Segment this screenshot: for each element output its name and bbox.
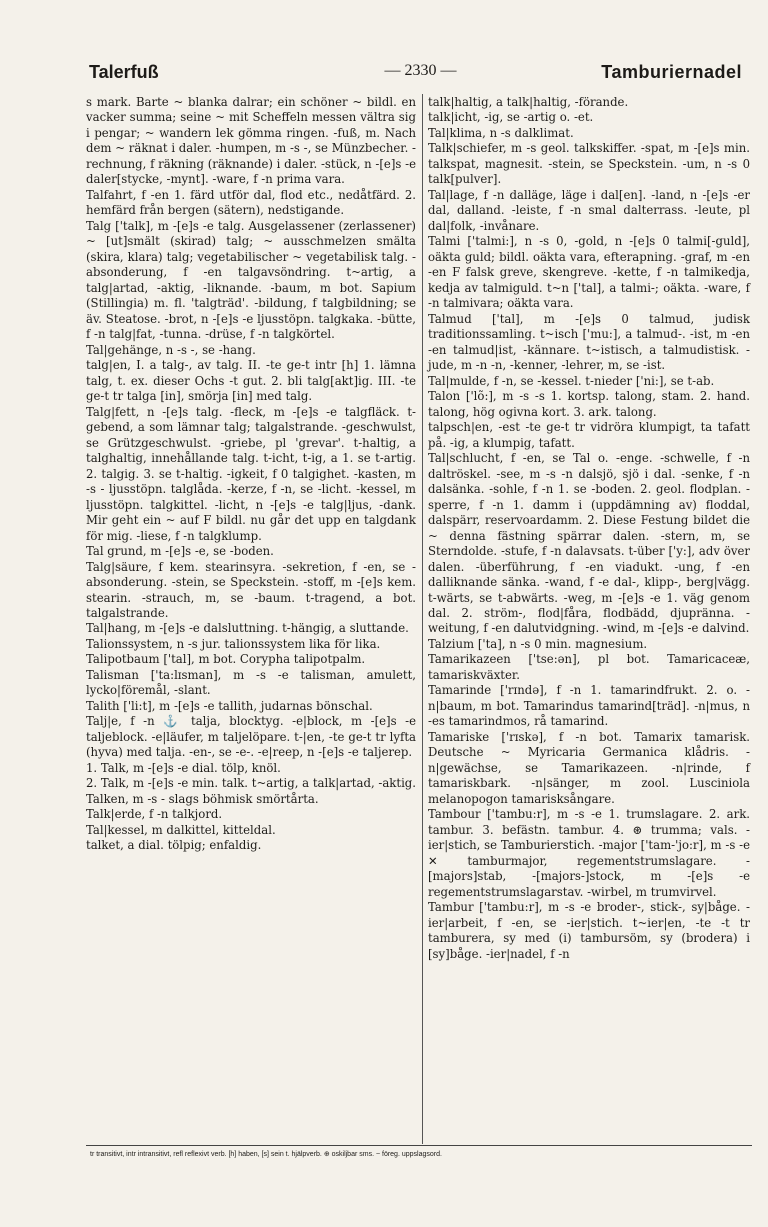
page-number: — 2330 —	[384, 62, 457, 79]
entry: talg|en, I. a talg-, av talg. II. -te ge-t intr [h] 1. lämna talg, t. ex. dieser Ochs -t gut. 2. bli talg[akt]ig. III. -te ge-t tr talga [in], smörja [in] med talg.	[86, 358, 416, 404]
abbreviation-footer: tr transitivt, intr intransitivt, refl reflexivt verb. [h] haben, [s] sein t. hjälpverb. ⊕ oskiljbar sms. ~ föreg. uppslagsord.	[90, 1151, 442, 1158]
entry: Talith ['li:t], m -[e]s -e tallith, judarnas bönschal.	[86, 698, 373, 713]
entry: Tambur ['tambu:r], m -s -e broder-, stick-, sy|båge. -ier|arbeit, f -en, se -ier|stich. t~ier|en, -te -t tr tamburera, sy med (i) tambursöm, sy (brodera) i [sy]båge. -ier|nadel, f -n	[428, 900, 750, 961]
header-right-guideword: Tamburiernadel	[601, 62, 742, 82]
entry: Talionssystem, n -s jur. talionssystem lika för lika.	[86, 636, 381, 651]
entry: Talg ['talk], m -[e]s -e talg. Ausgelassener (zerlassener) ~ [ut]smält (skirad) talg; ~ ausschmelzen smälta (skira, klara) talg; vegetabilischer ~ vegetabilisk talg. -absonderung, f -en talgavsöndring. t~artig, a talg|artad, -aktig, -liknande. -baum, m bot. Sapium (Stillingia) m. fl. 'talgträd'. -bildung, f talgbildning; se äv. Steatose. -brot, n -[e]s -e ljusstöpn. talgkaka. -bütte, f -n talg|fat, -tunna. -drüse, f -n talgkörtel.	[86, 218, 416, 342]
left-column	[86, 95, 416, 854]
entry: Tamarinde ['rɪndə], f -n 1. tamarindfrukt. 2. o. -n|baum, m bot. Tamarindus tamarind[träd]. -n|mus, n -es tamarindmos, rå tamarind.	[428, 683, 750, 729]
page-header	[89, 62, 752, 86]
entry: Tal|klima, n -s dalklimat.	[428, 125, 574, 140]
right-column	[428, 95, 750, 962]
entry: Talmi ['talmi:], n -s 0, -gold, n -[e]s 0 talmi[-guld], oäkta guld; bildl. oäkta vara, efterapning. -graf, m -en -en F falsk greve, skengreve. -kette, f -n talmikedja, kedja av talmiguld. t~n ['tal], a talmi-; oäkta. -ware, f -n talmivara; oäkta vara.	[428, 234, 750, 311]
entry: Talzium ['ta], n -s 0 min. magnesium.	[428, 636, 648, 651]
entry: Talipotbaum ['tal], m bot. Corypha talipotpalm.	[86, 652, 366, 667]
entry: Tal|schlucht, f -en, se Tal o. -enge. -schwelle, f -n daltröskel. -see, m -s -n dalsjö, sjö i dal. -senke, f -n dalsänka. -sohle, f -n 1. se -boden. 2. geol. flodplan. -sperre, f -n 1. damm i (uppdämning av) floddal, dalspärr, reservoardamm. 2. Diese Festung bildet die ~ denna fästning spärrar dalen. -stern, m, se Sterndolde. -stufe, f -n dalavsats. t-über ['y:], adv över dalen. -überführung, f -en viadukt. -ung, f -en dalliknande sänka. -wand, f -e dal-, klipp-, berg|vägg. t-wärts, se t-abwärts. -weg, m -[e]s -e 1. väg genom dal. 2. ström-, flod|fåra, flodbädd, djupränna. -weitung, f -en dalutvidgning. -wind, m -[e]s -e dalvind.	[428, 451, 750, 636]
column-divider	[422, 94, 423, 1144]
entry: Talon ['lõ:], m -s -s 1. kortsp. talong, stam. 2. hand. talong, hög ogivna kort. 3. ark. talong.	[428, 389, 750, 419]
entry: Talfahrt, f -en 1. färd utför dal, flod etc., nedåtfärd. 2. hemfärd från bergen (sätern), nedstigande.	[86, 187, 416, 218]
entry: Tal|hang, m -[e]s -e dalsluttning. t-hängig, a sluttande.	[86, 621, 409, 636]
entry: Talg|säure, f kem. stearinsyra. -sekretion, f -en, se -absonderung. -stein, se Speckstein. -stoff, m -[e]s kem. stearin. -strauch, m, se -baum. t-tragend, a bot. talgalstrande.	[86, 559, 416, 620]
entry: Talj|e, f -n ⚓ talja, blocktyg. -e|block, m -[e]s -e taljeblock. -e|läufer, m taljelöpare. t-|en, -te ge-t tr lyfta (hyva) med talja. -en-, se -e-. -e|reep, n -[e]s -e taljerep.	[86, 714, 416, 760]
entry: Tal|gehänge, n -s -, se -hang.	[86, 342, 256, 357]
entry: Tamarikazeen ['tse:ən], pl bot. Tamaricaceæ, tamariskväxter.	[428, 652, 750, 682]
entry: Tal|mulde, f -n, se -kessel. t-nieder ['ni:], se t-ab.	[428, 373, 715, 388]
entry: Tal|lage, f -n dalläge, läge i dal[en]. -land, n -[e]s -er dal, dalland. -leiste, f -n smal dalterrass. -leute, pl dal|folk, -invånare.	[428, 187, 750, 233]
entry: Talken, m -s - slags böhmisk smörtårta.	[86, 791, 319, 806]
entry: 1. Talk, m -[e]s -e dial. tölp, knöl.	[86, 760, 281, 775]
entry: Tambour ['tambu:r], m -s -e 1. trumslagare. 2. ark. tambur. 3. befästn. tambur. 4. ⊛ trumma; vals. -ier|stich, se Tamburierstich. -major ['tam-'jo:r], m -s -e ✕ tamburmajor, regementstrumslagare. -[majors]stab, -[majors-]stock, m -[e]s -e regementstrumslagarstav. -wirbel, m trumvirvel.	[428, 807, 750, 899]
entry: Talg|fett, n -[e]s talg. -fleck, m -[e]s -e talgfläck. t-gebend, a som lämnar talg; talgalstrande. -geschwulst, se Grützgeschwulst. -griebe, pl 'grevar'. t-haltig, a talghaltig, innehållande talg. t-icht, t-ig, a 1. se t-artig. 2. talgig. 3. se t-haltig. -igkeit, f 0 talgighet. -kasten, m -s - ljusstöpn. talglåda. -kerze, f -n, se -licht. -kessel, m ljusstöpn. talgkittel. -licht, n -[e]s -e talg|ljus, -dank. Mir geht ein ~ auf F bildl. nu går det upp en talgdank för mig. -liese, f -n talgklump.	[86, 404, 416, 543]
entry: 2. Talk, m -[e]s -e min. talk. t~artig, a talk|artad, -aktig.	[86, 776, 416, 791]
entry: s mark. Barte ~ blanka dalrar; ein schöner ~ bildl. en vacker summa; seine ~ mit Scheffeln messen vältra sig i pengar; ~ wandern lek gömma ringen. -fuß, m. Nach dem ~ räknat i daler. -humpen, m -s -, se Münzbecher. -rechnung, f räkning (räknande) i daler. -stück, n -[e]s -e daler[stycke, -mynt]. -ware, f -n prima vara.	[86, 95, 416, 187]
entry: Tal grund, m -[e]s -e, se -boden.	[86, 544, 274, 559]
entry: Talisman ['ta:lɪsman], m -s -e talisman, amulett, lycko|föremål, -slant.	[86, 667, 416, 698]
entry: talpsch|en, -est -te ge-t tr vidröra klumpigt, ta tafatt på. -ig, a klumpig, tafatt.	[428, 420, 750, 450]
header-left-guideword: Talerfuß	[89, 62, 159, 82]
entry: Tal|kessel, m dalkittel, kitteldal.	[86, 822, 276, 837]
entry: talk|haltig, a talk|haltig, -förande.	[428, 95, 629, 109]
entry: Talk|schiefer, m -s geol. talkskiffer. -spat, m -[e]s min. talkspat, magnesit. -stein, se Speckstein. -um, n -s 0 talk[pulver].	[428, 141, 750, 187]
footer-rule	[86, 1145, 752, 1146]
entry: Tamariske ['rɪskə], f -n bot. Tamarix tamarisk. Deutsche ~ Myricaria Germanica klådris. -n|gewächse, se Tamarikazeen. -n|rinde, f tamariskbark. -n|sänger, m zool. Lusciniola melanopogon tamarisksångare.	[428, 729, 750, 806]
entry: Talk|erde, f -n talkjord.	[86, 807, 223, 822]
entry: talket, a dial. tölpig; enfaldig.	[86, 838, 262, 853]
entry: Talmud ['tal], m -[e]s 0 talmud, judisk traditionssamling. t~isch ['mu:], a talmud-. -ist, m -en -en talmud|ist, -kännare. t~istisch, a talmudistisk. -jude, m -n -n, -kenner, -lehrer, m, se -ist.	[428, 311, 750, 373]
entry: talk|icht, -ig, se -artig o. -et.	[428, 110, 594, 125]
